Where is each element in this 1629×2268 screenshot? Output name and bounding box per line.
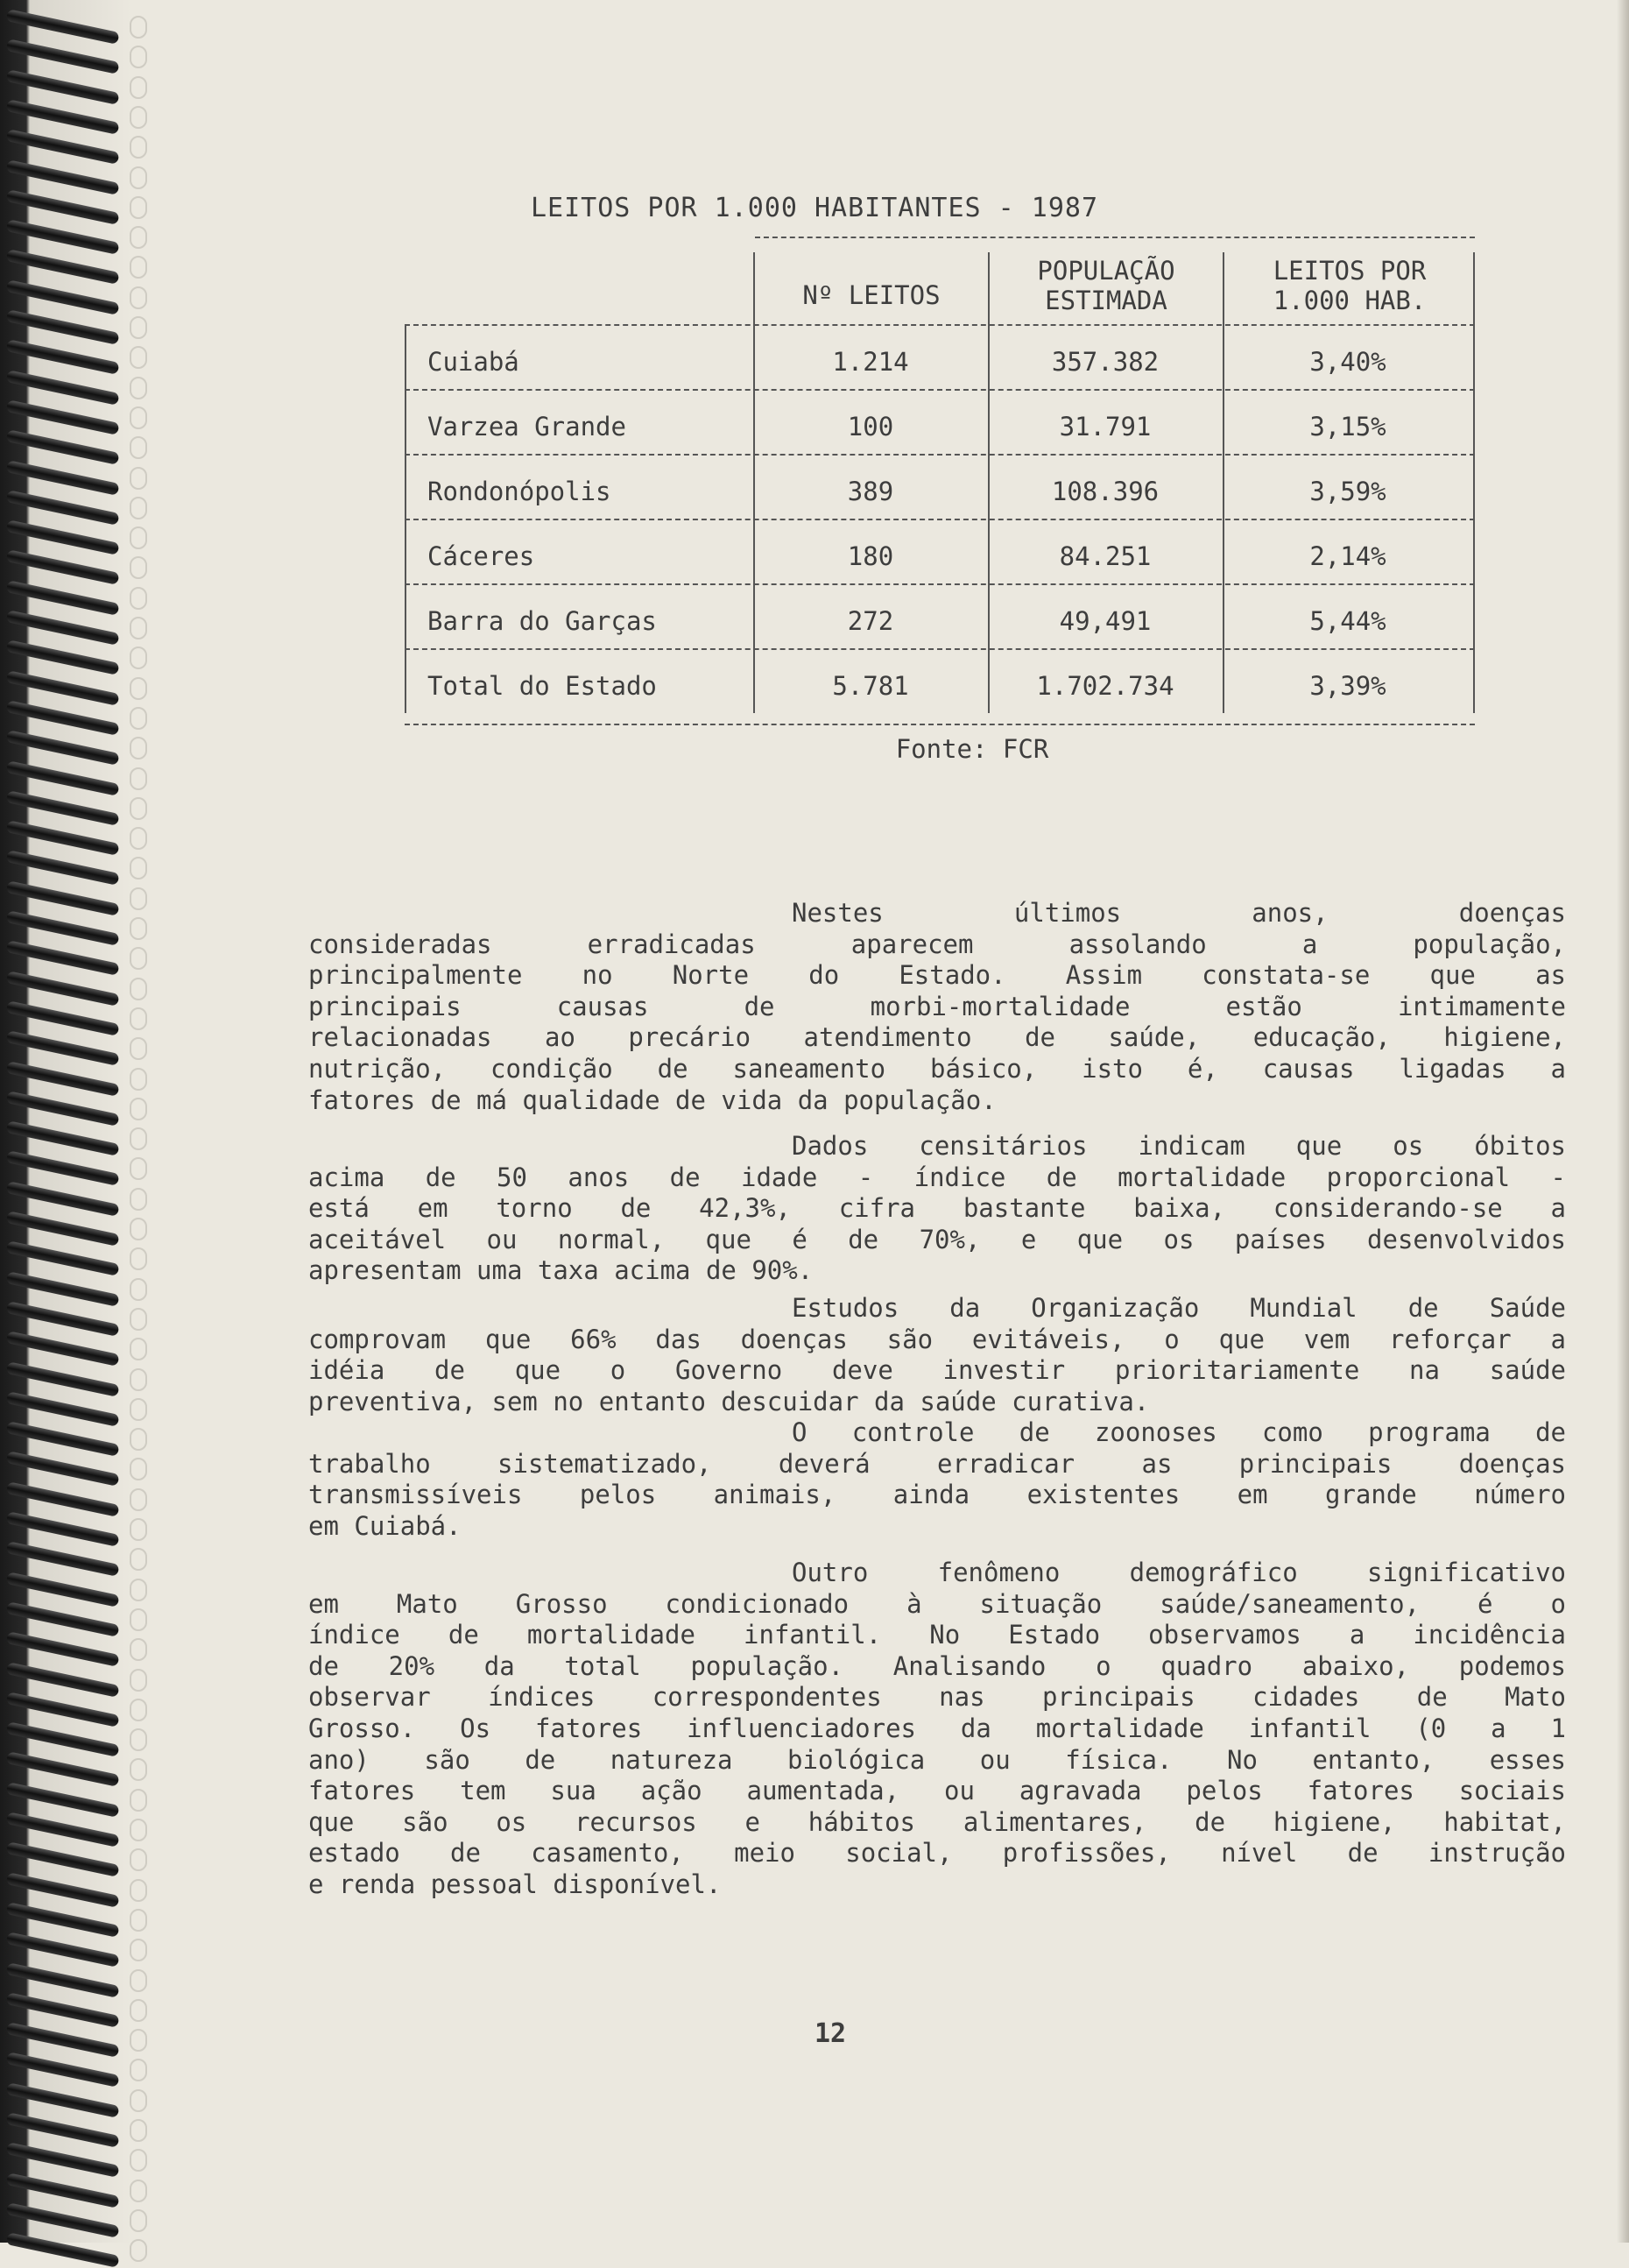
text-line: que são os recursos e hábitos alimentares, de higiene, habitat, <box>308 1806 1566 1837</box>
row-rule <box>405 454 1475 456</box>
table-cell-por-mil: 3,40% <box>1309 347 1386 377</box>
punch-hole <box>130 1488 147 1511</box>
punch-hole <box>130 1127 147 1150</box>
coil-loop <box>6 1091 120 1127</box>
coil-loop <box>6 1030 120 1066</box>
table-cell-leitos: 180 <box>847 541 894 571</box>
text-line: nutrição, condição de saneamento básico, isto é, causas ligadas a <box>308 1053 1566 1084</box>
header-leitos: Nº LEITOS <box>802 280 941 310</box>
coil-loop <box>6 1601 120 1637</box>
text-line: acima de 50 anos de idade - índice de mortalidade proporcional - <box>308 1162 1566 1192</box>
punch-hole <box>130 1728 147 1751</box>
punch-hole <box>130 1458 147 1480</box>
punch-hole <box>130 1398 147 1421</box>
coil-loop <box>6 940 120 976</box>
text-line: consideradas erradicadas aparecem assolando a população, <box>308 929 1566 959</box>
punch-hole <box>130 136 147 159</box>
punch-hole <box>130 1999 147 2022</box>
coil-loop <box>6 1572 120 1607</box>
coil-loop <box>6 700 120 736</box>
punch-hole <box>130 16 147 39</box>
punch-hole <box>130 2180 147 2202</box>
column-separator <box>1473 252 1475 713</box>
text-line: Outro fenômeno demográfico significativo <box>792 1558 1566 1587</box>
punch-hole <box>130 1278 147 1301</box>
coil-loop <box>6 250 120 286</box>
table-cell-city: Cáceres <box>427 541 535 571</box>
punch-hole <box>130 526 147 549</box>
spiral-binding <box>0 0 131 2243</box>
punch-hole <box>130 1819 147 1841</box>
punch-hole <box>130 1969 147 1992</box>
punch-hole <box>130 1157 147 1180</box>
table-cell-populacao: 1.702.734 <box>1036 671 1174 701</box>
coil-loop <box>6 309 120 345</box>
punch-hole <box>130 1579 147 1601</box>
punch-hole <box>130 1548 147 1571</box>
punch-hole <box>130 316 147 339</box>
coil-loop <box>6 1481 120 1517</box>
coil-loop <box>6 519 120 555</box>
punch-hole <box>130 2119 147 2142</box>
coil-loop <box>6 820 120 856</box>
table-top-rule <box>755 237 1475 238</box>
coil-loop <box>6 1421 120 1457</box>
text-line: em Mato Grosso condicionado à situação saúde/saneamento, é o <box>308 1588 1566 1619</box>
table-cell-populacao: 31.791 <box>1059 412 1152 442</box>
coil-loop <box>6 1240 120 1276</box>
punch-hole <box>130 1007 147 1030</box>
punch-hole <box>130 1909 147 1932</box>
coil-loop <box>6 2142 120 2178</box>
coil-loop <box>6 851 120 887</box>
table-cell-populacao: 49,491 <box>1059 606 1152 636</box>
text-line: relacionadas ao precário atendimento de saúde, educação, higiene, <box>308 1022 1566 1053</box>
table-source: Fonte: FCR <box>895 734 1049 764</box>
coil-loop <box>6 580 120 616</box>
page-number: 12 <box>814 2018 847 2049</box>
coil-loop <box>6 2112 120 2148</box>
table-title: LEITOS POR 1.000 HABITANTES - 1987 <box>530 193 1099 223</box>
punch-hole <box>130 2059 147 2081</box>
punch-hole <box>130 707 147 730</box>
coil-loop <box>6 1782 120 1818</box>
coil-loop <box>6 2173 120 2208</box>
table-cell-por-mil: 2,14% <box>1309 541 1386 571</box>
punch-hole <box>130 2089 147 2112</box>
punch-hole <box>130 2239 147 2262</box>
coil-loop <box>6 790 120 826</box>
punch-hole <box>130 617 147 639</box>
table-cell-leitos: 272 <box>847 606 894 636</box>
coil-loop <box>6 1721 120 1757</box>
coil-loop <box>6 2053 120 2088</box>
text-line: de 20% da total população. Analisando o quadro abaixo, podemos <box>308 1650 1566 1681</box>
punch-hole <box>130 1037 147 1060</box>
punch-hole <box>130 1308 147 1331</box>
text-line: idéia de que o Governo deve investir prioritariamente na saúde <box>308 1355 1566 1386</box>
table-cell-por-mil: 5,44% <box>1309 606 1386 636</box>
coil-loop <box>6 1872 120 1908</box>
punch-hole <box>130 917 147 940</box>
table-cell-city: Rondonópolis <box>427 477 611 506</box>
coil-loop <box>6 1932 120 1968</box>
coil-loop <box>6 1391 120 1427</box>
punch-hole <box>130 76 147 99</box>
coil-loop <box>6 159 120 195</box>
text-line: ano) são de natureza biológica ou física. No entanto, esses <box>308 1744 1566 1775</box>
punch-hole <box>130 857 147 880</box>
coil-loop <box>6 370 120 406</box>
coil-loop <box>6 2022 120 2058</box>
punch-hole <box>130 1098 147 1120</box>
table-cell-por-mil: 3,59% <box>1309 477 1386 506</box>
coil-loop <box>6 490 120 526</box>
punch-hole <box>130 1428 147 1451</box>
table-cell-populacao: 84.251 <box>1059 541 1152 571</box>
coil-loop <box>6 1181 120 1217</box>
punch-hole <box>130 2149 147 2172</box>
table-cell-city: Total do Estado <box>427 671 657 701</box>
coil-loop <box>6 1992 120 2028</box>
text-line: principalmente no Norte do Estado. Assim constata-se que as <box>308 960 1566 991</box>
row-rule <box>405 583 1475 585</box>
coil-loop <box>6 1962 120 1998</box>
coil-loop <box>6 460 120 496</box>
coil-loop <box>6 639 120 675</box>
punch-hole <box>130 947 147 970</box>
punch-hole <box>130 1848 147 1871</box>
text-line: Nestes últimos anos, doenças <box>792 898 1566 928</box>
coil-loop <box>6 1361 120 1397</box>
table-cell-city: Barra do Garças <box>427 606 657 636</box>
punch-hole <box>130 1789 147 1812</box>
coil-loop <box>6 39 120 74</box>
punch-hole <box>130 1518 147 1541</box>
coil-loop <box>6 1061 120 1097</box>
punch-hole <box>130 286 147 309</box>
coil-loop <box>6 1301 120 1337</box>
text-line: fatores de má qualidade de vida da população. <box>308 1085 997 1115</box>
coil-loop <box>6 2202 120 2238</box>
text-line: trabalho sistematizado, deverá erradicar as principais doenças <box>308 1448 1566 1479</box>
table-cell-populacao: 357.382 <box>1051 347 1160 377</box>
paragraph <box>308 1558 1566 1901</box>
coil-loop <box>6 670 120 706</box>
punch-hole <box>130 46 147 68</box>
header-leitos-por: LEITOS POR <box>1273 256 1427 286</box>
text-line: índice de mortalidade infantil. No Estado observamos a incidência <box>308 1620 1566 1650</box>
punch-hole <box>130 406 147 429</box>
header-estimada: ESTIMADA <box>1045 286 1167 315</box>
punch-hole <box>130 1669 147 1692</box>
coil-loop <box>6 1902 120 1938</box>
coil-loop <box>6 129 120 165</box>
row-rule <box>405 324 1475 326</box>
text-line: observar índices correspondentes nas principais cidades de Mato <box>308 1682 1566 1713</box>
punch-hole <box>130 1758 147 1781</box>
coil-loop <box>6 1511 120 1547</box>
punch-hole <box>130 436 147 459</box>
coil-loop <box>6 219 120 255</box>
punch-hole <box>130 677 147 700</box>
coil-loop <box>6 910 120 946</box>
punch-hole <box>130 1068 147 1091</box>
coil-loop <box>6 610 120 646</box>
punch-hole <box>130 797 147 820</box>
text-line: Dados censitários indicam que os óbitos <box>792 1131 1566 1161</box>
punch-hole <box>130 377 147 399</box>
coil-loop <box>6 279 120 315</box>
coil-loop <box>6 1841 120 1877</box>
punch-hole <box>130 2209 147 2232</box>
text-line: comprovam que 66% das doenças são evitáveis, o que vem reforçar a <box>308 1324 1566 1354</box>
coil-loop <box>6 429 120 465</box>
column-separator <box>405 324 406 713</box>
text-line: fatores tem sua ação aumentada, ou agravada pelos fatores sociais <box>308 1776 1566 1806</box>
coil-loop <box>6 1662 120 1698</box>
coil-loop <box>6 1752 120 1788</box>
punch-hole <box>130 646 147 669</box>
column-separator <box>988 252 990 713</box>
punch-hole <box>130 1338 147 1360</box>
text-line: aceitável ou normal, que é de 70%, e que os países desenvolvidos <box>308 1224 1566 1254</box>
coil-loop <box>6 1271 120 1307</box>
coil-loop <box>6 760 120 796</box>
paragraph <box>308 1293 1566 1417</box>
text-line: apresentam uma taxa acima de 90%. <box>308 1255 814 1286</box>
coil-loop <box>6 99 120 135</box>
table-cell-leitos: 1.214 <box>832 347 909 377</box>
table-cell-city: Cuiabá <box>427 347 519 377</box>
punch-hole <box>130 827 147 850</box>
coil-loop <box>6 1211 120 1247</box>
text-line: Estudos da Organização Mundial de Saúde <box>792 1293 1566 1323</box>
coil-loop <box>6 399 120 435</box>
coil-loop <box>6 1000 120 1036</box>
table-cell-populacao: 108.396 <box>1051 477 1160 506</box>
coil-loop <box>6 1452 120 1487</box>
punch-hole <box>130 1368 147 1391</box>
punch-hole <box>130 1218 147 1240</box>
coil-loop <box>6 1692 120 1727</box>
punch-hole <box>130 556 147 579</box>
coil-loop <box>6 550 120 586</box>
row-rule <box>405 519 1475 520</box>
text-line: O controle de zoonoses como programa de <box>792 1417 1566 1447</box>
coil-loop <box>6 880 120 916</box>
row-rule <box>405 648 1475 650</box>
header-populacao: POPULAÇÃO <box>1037 256 1175 286</box>
paragraph <box>308 1131 1566 1287</box>
text-line: principais causas de morbi-mortalidade estão intimamente <box>308 991 1566 1021</box>
coil-loop <box>6 1151 120 1187</box>
punch-hole <box>130 467 147 490</box>
text-line: em Cuiabá. <box>308 1510 462 1541</box>
punch-hole <box>130 1939 147 1961</box>
table-cell-leitos: 100 <box>847 412 894 442</box>
punch-hole <box>130 106 147 129</box>
coil-loop <box>6 9 120 45</box>
text-line: estado de casamento, meio social, profissões, nível de instrução <box>308 1838 1566 1869</box>
coil-loop <box>6 339 120 375</box>
punch-hole <box>130 226 147 249</box>
punch-hole <box>130 1608 147 1631</box>
punch-hole <box>130 346 147 369</box>
table-bottom-rule <box>405 724 1475 725</box>
table-cell-por-mil: 3,15% <box>1309 412 1386 442</box>
punch-hole <box>130 2029 147 2052</box>
punch-hole <box>130 497 147 519</box>
coil-loop <box>6 69 120 105</box>
column-separator <box>1223 252 1224 713</box>
table-cell-city: Varzea Grande <box>427 412 626 442</box>
punch-hole <box>130 1699 147 1721</box>
page-edge <box>1617 0 1629 2243</box>
paragraph <box>308 1417 1566 1542</box>
coil-loop <box>6 1812 120 1848</box>
row-rule <box>405 389 1475 391</box>
paragraph <box>308 898 1566 1116</box>
coil-loop <box>6 1331 120 1367</box>
table-cell-por-mil: 3,39% <box>1309 671 1386 701</box>
text-line: Grosso. Os fatores influenciadores da mortalidade infantil (0 a 1 <box>308 1713 1566 1743</box>
punch-hole <box>130 1188 147 1211</box>
table-cell-leitos: 389 <box>847 477 894 506</box>
coil-loop <box>6 971 120 1007</box>
text-line: e renda pessoal disponível. <box>308 1869 722 1899</box>
punch-hole <box>130 767 147 790</box>
text-line: preventiva, sem no entanto descuidar da saúde curativa. <box>308 1386 1150 1417</box>
punch-hole <box>130 166 147 189</box>
header-mil-hab: 1.000 HAB. <box>1273 286 1427 315</box>
coil-loop <box>6 1120 120 1156</box>
text-line: transmissíveis pelos animais, ainda existentes em grande número <box>308 1480 1566 1510</box>
coil-loop <box>6 2082 120 2118</box>
table-cell-leitos: 5.781 <box>832 671 909 701</box>
column-separator <box>753 252 755 713</box>
punch-hole <box>130 256 147 279</box>
punch-hole <box>130 887 147 910</box>
punch-hole <box>130 1879 147 1902</box>
punch-hole <box>130 587 147 610</box>
punch-hole <box>130 1247 147 1270</box>
coil-loop <box>6 1631 120 1667</box>
punch-hole <box>130 1638 147 1661</box>
coil-loop <box>6 2232 120 2268</box>
text-line: está em torno de 42,3%, cifra bastante baixa, considerando-se a <box>308 1193 1566 1224</box>
coil-loop <box>6 1541 120 1577</box>
punch-hole <box>130 978 147 1000</box>
